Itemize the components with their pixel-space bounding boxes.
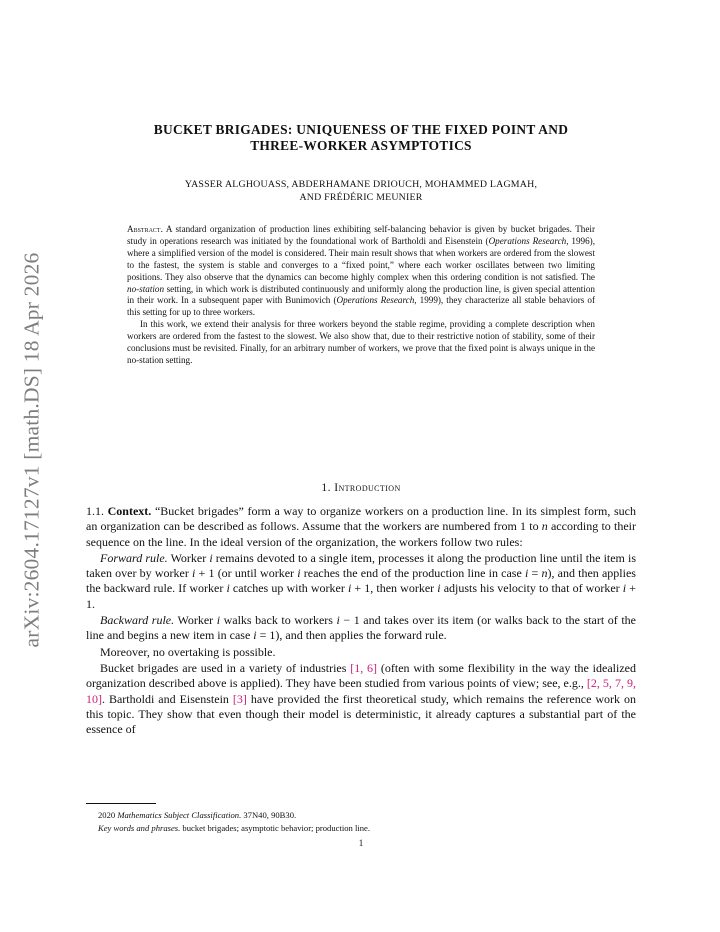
abstract: [127, 224, 595, 367]
section-title: Introduction: [334, 481, 401, 494]
body-run: remains devoted to a single item, processes it along the production line until the item is taken over by worker: [86, 550, 637, 581]
body-run: = 1), and then applies the forward rule.: [256, 628, 447, 643]
forward-rule-label: Forward rule.: [100, 550, 168, 565]
no-station-term: no-station: [127, 283, 165, 294]
math-var: i: [437, 581, 441, 596]
context-paragraph: [86, 504, 636, 550]
math-var: i: [209, 550, 213, 565]
body-run: + 1 (or until worker: [195, 566, 298, 581]
body-run: Worker: [167, 550, 210, 565]
overtaking-paragraph: Moreover, no overtaking is possible.: [100, 644, 276, 659]
body-run: + 1, then worker: [351, 581, 438, 596]
abstract-paragraph-1: [127, 224, 595, 319]
msc-value: 37N40, 90B30.: [241, 810, 297, 820]
keywords-footnote: [98, 822, 636, 835]
citation-link[interactable]: [2, 5, 7, 9, 10]: [86, 676, 636, 706]
math-var: i: [336, 613, 340, 628]
math-var: i: [192, 566, 196, 581]
usage-paragraph: [86, 661, 636, 737]
msc-footnote: [98, 809, 636, 822]
msc-year: 2020: [98, 810, 118, 820]
body-run: (often with some flexibility in the way the idealized organization described above is applied). They have been studied from various points of view; see, e.g.,: [86, 660, 636, 691]
math-var: n: [541, 519, 548, 534]
abstract-text: setting, in which work is distributed continuously and uniformly along the production line, is given special attention in their work. In a subsequent paper with Bunimovich (: [127, 283, 595, 306]
title-line-1: BUCKET BRIGADES: UNIQUENESS OF THE FIXED POINT AND: [153, 122, 569, 137]
body-run: according to their sequence on the line. In the ideal version of the organization, the workers follow two rules:: [86, 519, 636, 549]
citation-link[interactable]: [1, 6]: [350, 660, 378, 675]
msc-label: Mathematics Subject Classification.: [117, 810, 242, 820]
math-var: i: [524, 566, 529, 581]
body-run: walks back to workers: [220, 613, 337, 628]
abstract-text: A standard organization of production lines exhibiting self-balancing behavior is given by bucket brigades. Their study in operations research was initiated by the foundational work of Bartholdi and Eisenstein (: [127, 224, 595, 246]
abstract-paragraph-2: In this work, we extend their analysis for three workers beyond the stable regime, providing a complete description when workers are ordered from the fastest to the slowest. We also show that, due to their restrictive notion of stability, some of their conclusions must be revisited. Finally, for an arbitrary number of workers, we prove that the fixed point is always unique in the no-station setting.: [127, 319, 595, 365]
section-number: 1.: [321, 481, 331, 494]
body-run: “Bucket brigades” form a way to organize workers on a production line. In its simplest form, such an organization can be described as follows. Assume that the workers are numbered from 1 to: [86, 504, 636, 534]
body-run: Bucket brigades are used in a variety of industries: [100, 660, 351, 675]
body-run: =: [528, 566, 542, 581]
body-run: have provided the first theoretical study, which remains the reference work on this topic. They show that even though their model is deterministic, it already captures a substantial part of the essence of: [86, 691, 636, 737]
page-number: 1: [358, 838, 364, 848]
citation-link[interactable]: [3]: [232, 691, 247, 706]
body-run: + 1.: [86, 581, 636, 611]
subsection-number: 1.1.: [86, 504, 104, 518]
math-var: i: [216, 613, 221, 628]
footnotes: [98, 809, 636, 834]
footnote-divider: [86, 803, 156, 804]
body-run: ), and then applies the backward rule. If worker: [86, 566, 636, 596]
backward-rule-paragraph: [86, 613, 636, 644]
journal-name: Operations Research: [336, 295, 415, 306]
math-var: i: [226, 581, 230, 596]
arxiv-identifier: arXiv:2604.17127v1 [math.DS] 18 Apr 2026: [19, 252, 44, 648]
body-text: [86, 504, 636, 738]
body-run: adjusts his velocity to that of worker: [440, 581, 623, 596]
math-var: i: [622, 581, 627, 596]
body-run: catches up with worker: [229, 581, 348, 596]
math-var: n: [541, 566, 548, 581]
body-run: . Bartholdi and Eisenstein: [102, 691, 233, 706]
keywords-value: bucket brigades; asymptotic behavior; production line.: [180, 822, 371, 833]
math-var: i: [347, 581, 352, 596]
math-var: i: [297, 566, 301, 581]
body-run: reaches the end of the production line in case: [300, 566, 525, 581]
authors-line-2: AND FRÉDÉRIC MEUNIER: [299, 191, 423, 203]
abstract-text: , 1999), they characterize all stable behaviors of this setting for up to three workers.: [127, 295, 595, 318]
subsection-title: Context.: [107, 504, 152, 518]
abstract-text: , 1996), where a simplified version of the model is considered. Their main result shows that when workers are ordered from the slowest to the fastest, the system is stable and converges to a “fixed point,” where each worker oscillates between two limiting positions. They also observe that the dynamics can become highly complex when this ordering condition is not satisfied. The: [127, 235, 595, 282]
arxiv-stamp: [10, 240, 54, 660]
paper-title: [86, 122, 636, 154]
forward-rule-paragraph: [86, 551, 636, 612]
section-heading: [86, 481, 636, 494]
body-run: − 1 and takes over its item (or walks back to the start of the line and begins a new item in case: [86, 613, 636, 643]
journal-name: Operations Research: [488, 235, 567, 246]
title-line-2: THREE-WORKER ASYMPTOTICS: [250, 138, 472, 153]
backward-rule-label: Backward rule.: [100, 613, 175, 628]
author-list: [86, 179, 636, 204]
authors-line-1: YASSER ALGHOUASS, ABDERHAMANE DRIOUCH, MOHAMMED LAGMAH,: [184, 179, 538, 190]
math-var: i: [253, 628, 257, 643]
keywords-label: Key words and phrases.: [98, 822, 181, 833]
abstract-label: Abstract.: [127, 224, 163, 234]
body-run: Worker: [174, 613, 217, 628]
